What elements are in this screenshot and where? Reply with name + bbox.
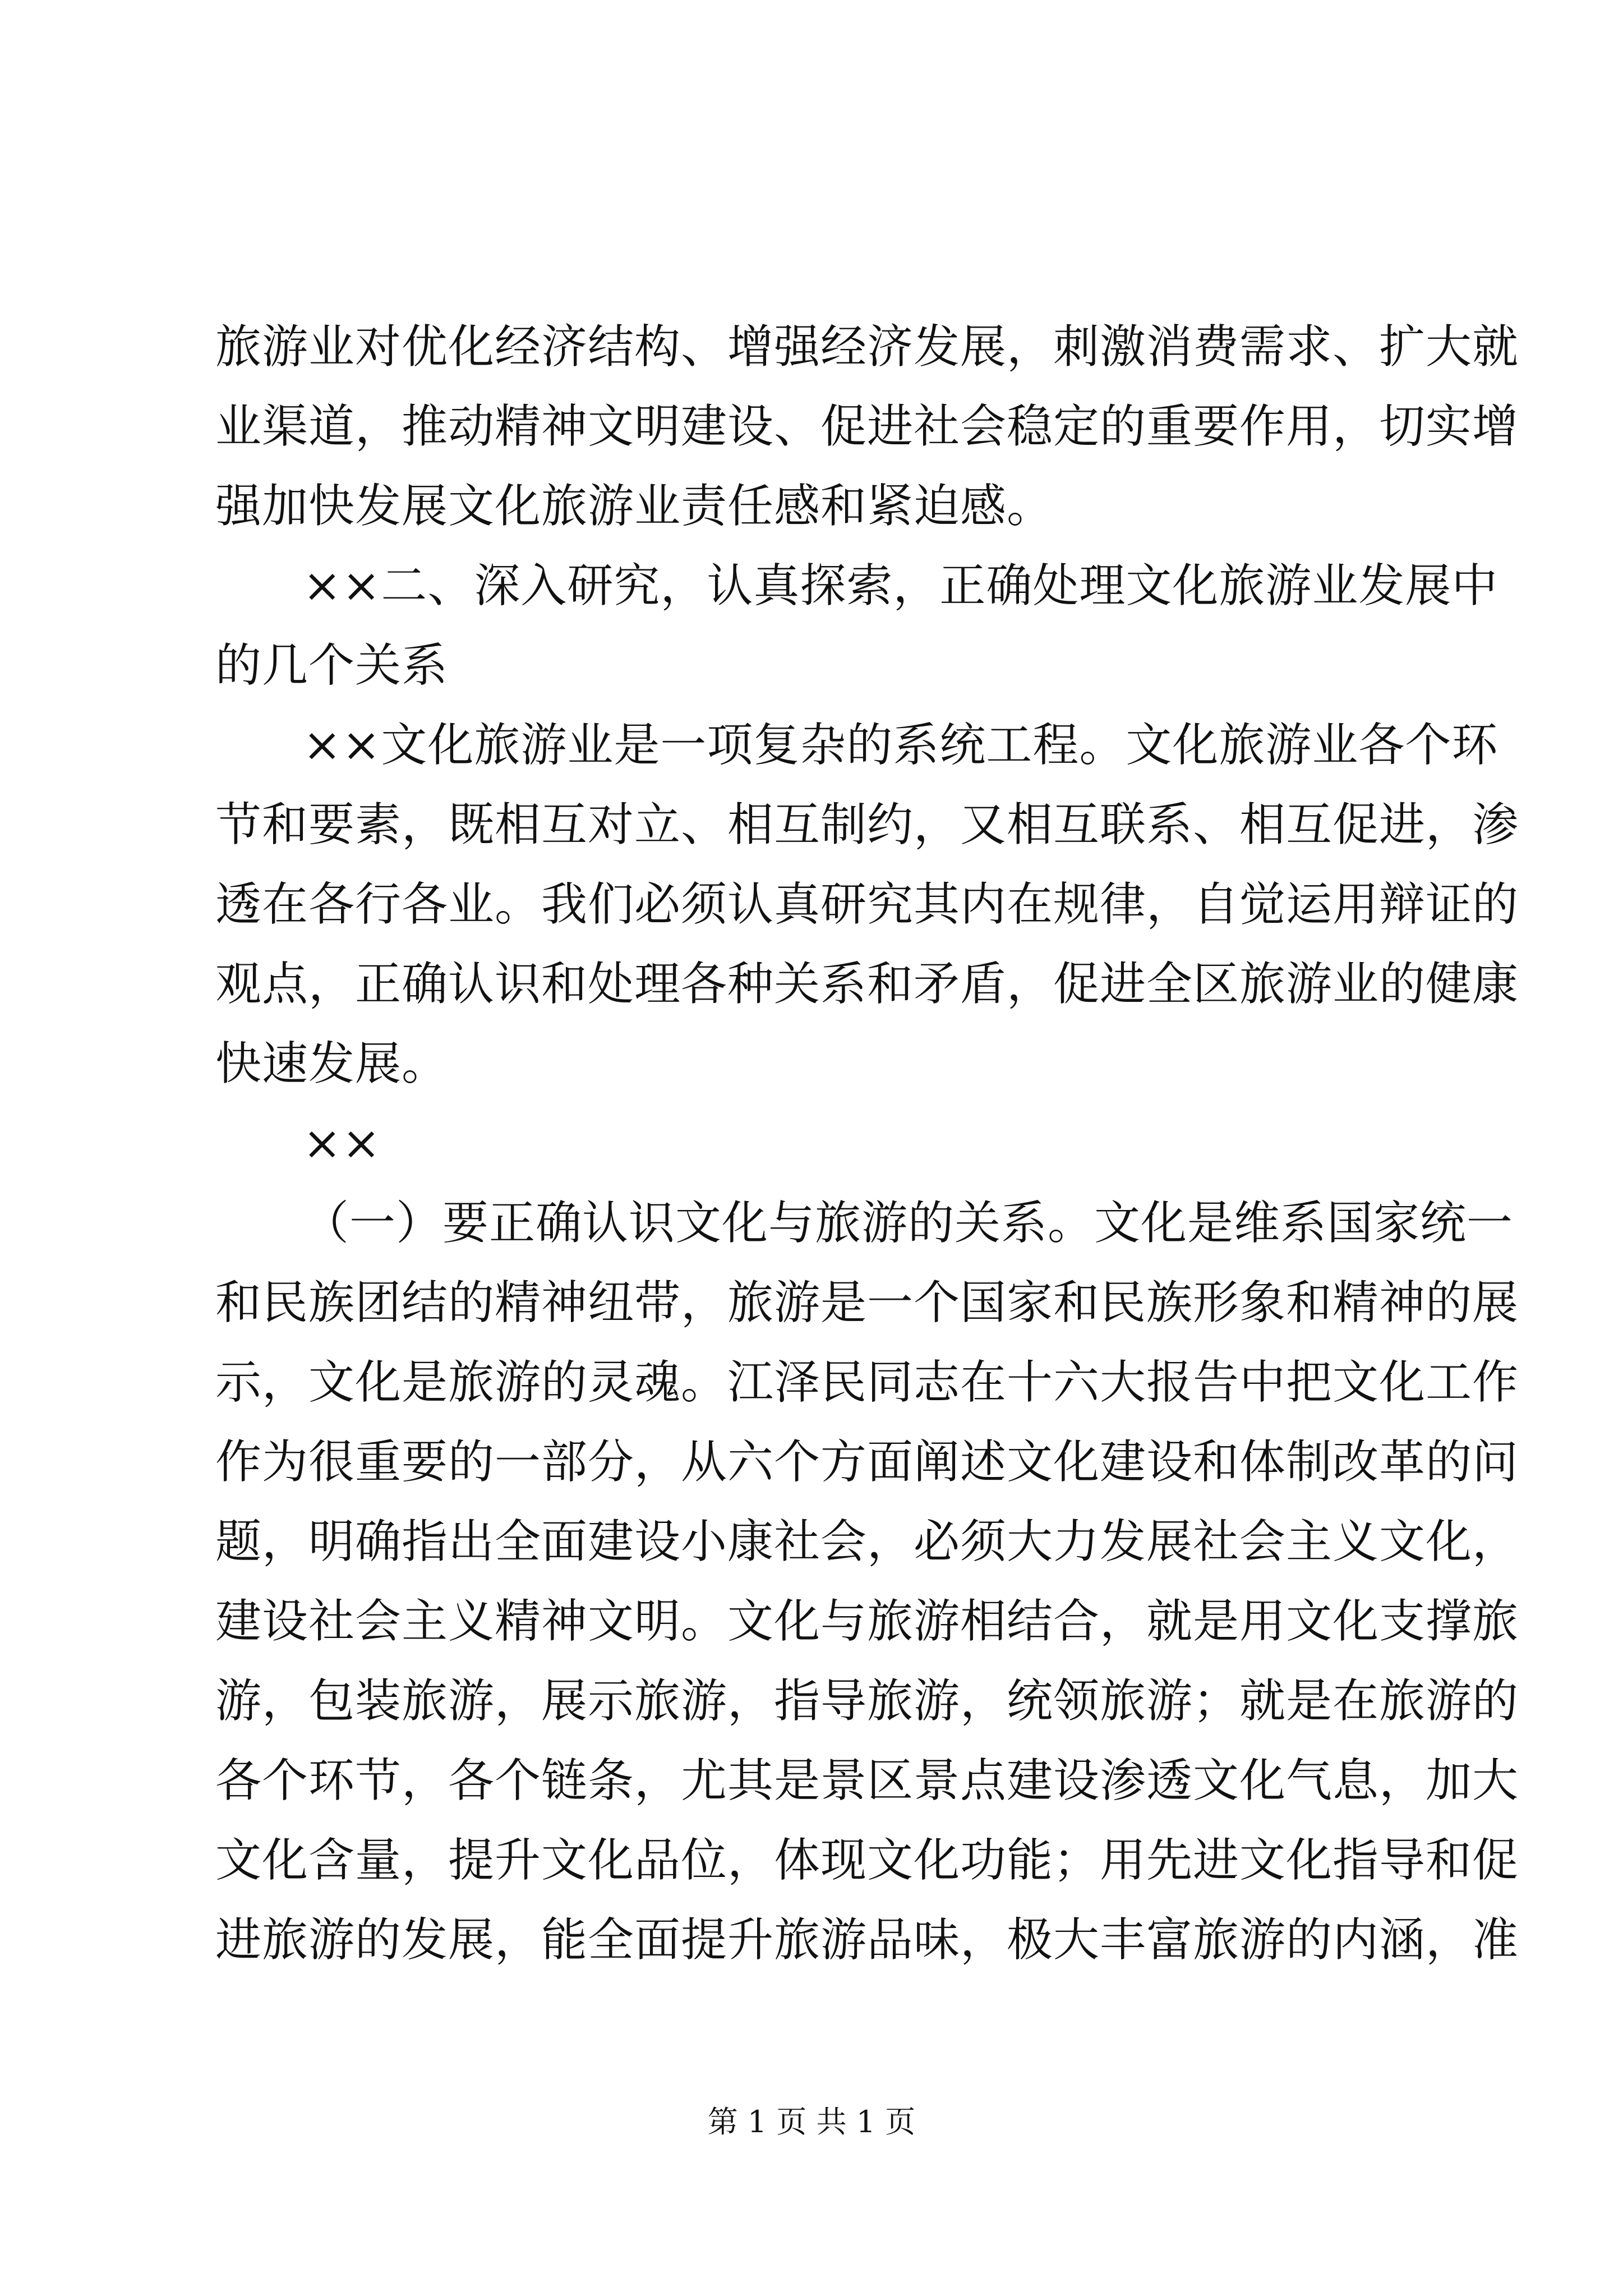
text-line: 旅游业对优化经济结构、增强经济发展，刺激消费需求、扩大就 <box>215 320 1519 374</box>
text-line: （一）要正确认识文化与旅游的关系。文化是维系国家统一 <box>303 1197 1514 1250</box>
section-heading: ××二、深入研究，认真探索，正确处理文化旅游业发展中 <box>303 559 1498 613</box>
text-line: 建设社会主义精神文明。文化与旅游相结合，就是用文化支撑旅 <box>215 1595 1519 1648</box>
text-line: 示，文化是旅游的灵魂。江泽民同志在十六大报告中把文化工作 <box>215 1356 1519 1409</box>
text-line: 节和要素，既相互对立、相互制约，又相互联系、相互促进，渗 <box>215 798 1519 852</box>
text-line: 观点，正确认识和处理各种关系和矛盾，促进全区旅游业的健康 <box>215 958 1519 1011</box>
text-line: 快速发展。 <box>215 1037 449 1091</box>
text-line: 游，包装旅游，展示旅游，指导旅游，统领旅游；就是在旅游的 <box>215 1674 1519 1728</box>
text-line: 进旅游的发展，能全面提升旅游品味，极大丰富旅游的内涵，准 <box>215 1913 1519 1967</box>
text-line: 的几个关系 <box>215 639 449 692</box>
text-line: 各个环节，各个链条，尤其是景区景点建设渗透文化气息，加大 <box>215 1754 1519 1807</box>
text-line: 和民族团结的精神纽带，旅游是一个国家和民族形象和精神的展 <box>215 1276 1519 1329</box>
text-line: 文化含量，提升文化品位，体现文化功能；用先进文化指导和促 <box>215 1834 1519 1887</box>
text-line: ××文化旅游业是一项复杂的系统工程。文化旅游业各个环 <box>303 719 1498 772</box>
text-line: 作为很重要的一部分，从六个方面阐述文化建设和体制改革的问 <box>215 1435 1519 1489</box>
page-footer: 第 1 页 共 1 页 <box>707 2104 916 2139</box>
text-line: 题，明确指出全面建设小康社会，必须大力发展社会主义文化， <box>215 1515 1519 1568</box>
text-line: 强加快发展文化旅游业责任感和紧迫感。 <box>215 480 1054 533</box>
text-line: 业渠道，推动精神文明建设、促进社会稳定的重要作用，切实增 <box>215 400 1519 453</box>
text-line: ×× <box>303 1117 381 1170</box>
text-line: 透在各行各业。我们必须认真研究其内在规律，自觉运用辩证的 <box>215 878 1519 931</box>
